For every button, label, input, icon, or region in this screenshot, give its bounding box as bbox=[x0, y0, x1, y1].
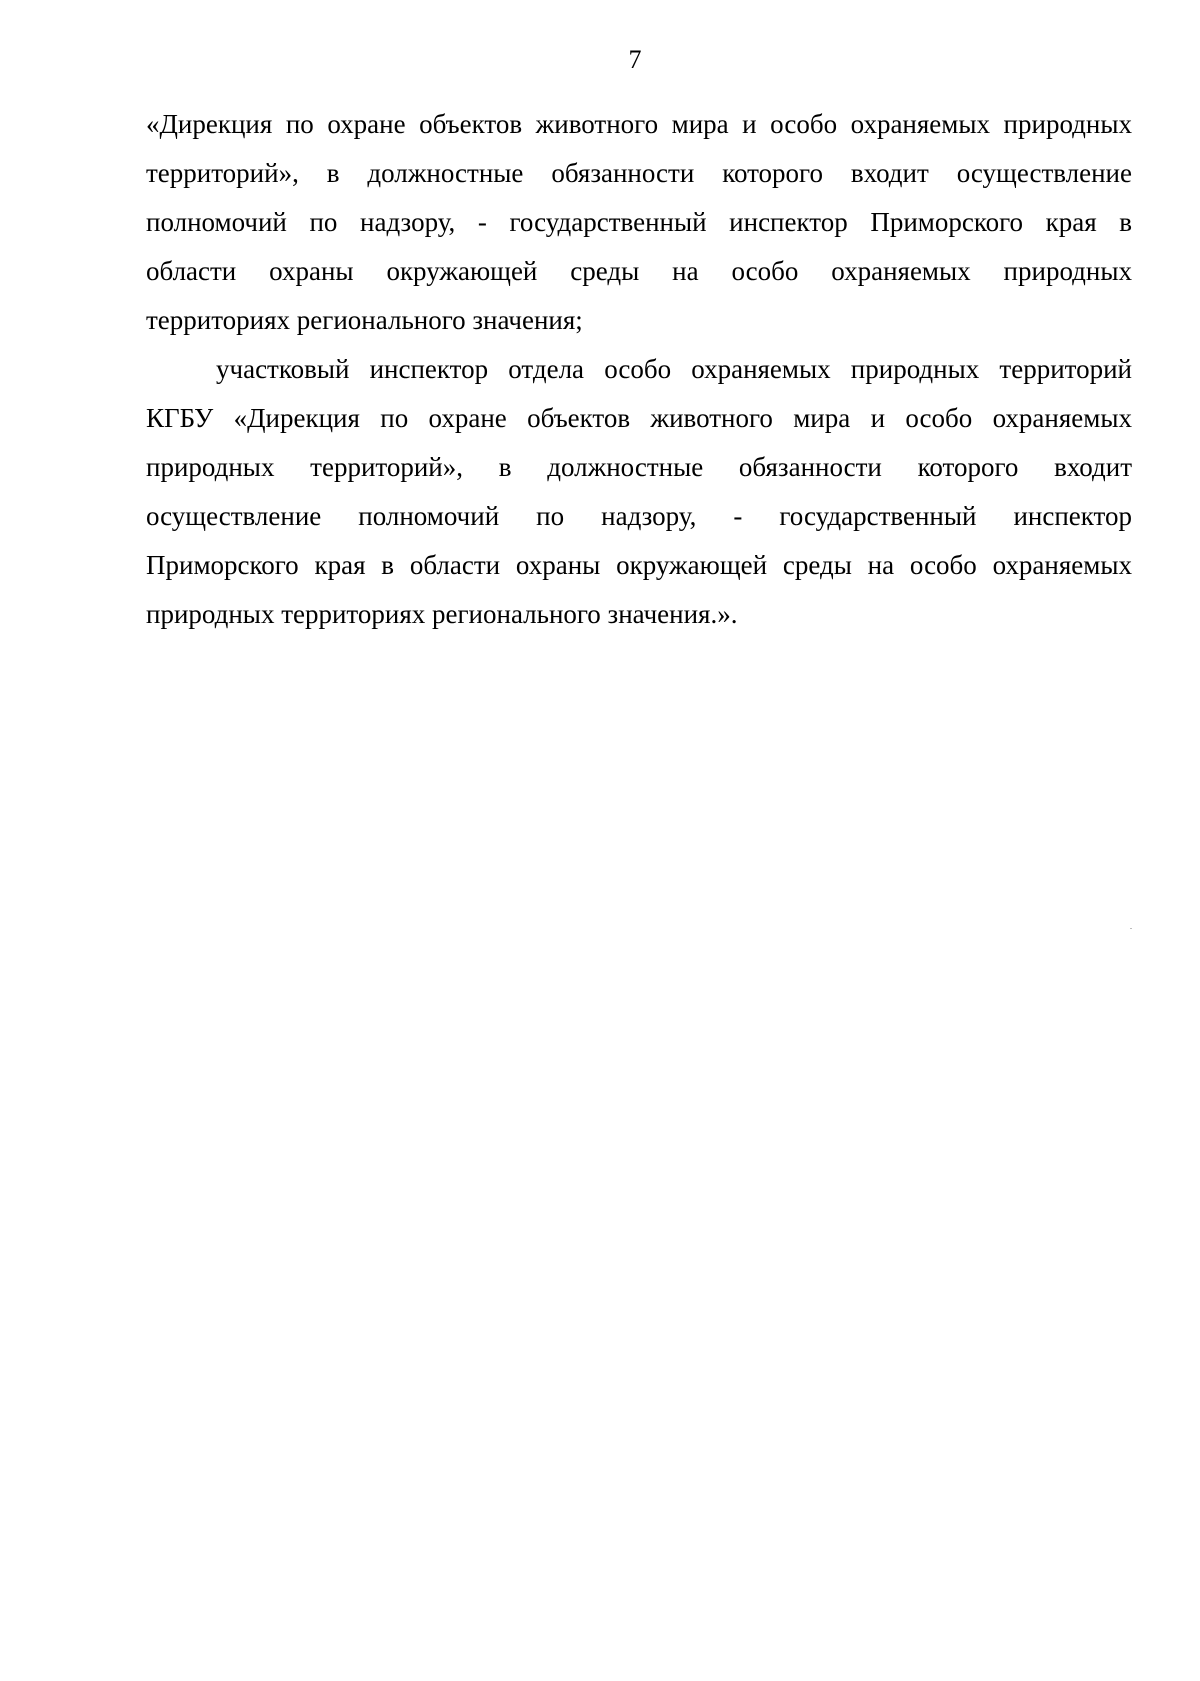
scan-speck bbox=[1130, 928, 1132, 929]
text-line: «Дирекция по охране объектов животного мира и особо охраняемых природных bbox=[146, 109, 1132, 139]
text-line: природных территориях регионального значения.». bbox=[146, 599, 738, 629]
text-line: области охраны окружающей среды на особо охраняемых природных bbox=[146, 256, 1132, 286]
text-line: КГБУ «Дирекция по охране объектов животного мира и особо охраняемых bbox=[146, 403, 1132, 433]
text-line: территориях регионального значения; bbox=[146, 305, 583, 335]
text-line: территорий», в должностные обязанности которого входит осуществление bbox=[146, 158, 1132, 188]
text-line: Приморского края в области охраны окружающей среды на особо охраняемых bbox=[146, 550, 1132, 580]
paragraph-directorate-inspector bbox=[146, 100, 1132, 345]
text-line: участковый инспектор отдела особо охраняемых природных территорий bbox=[216, 354, 1132, 384]
document-body bbox=[146, 100, 1132, 639]
text-line: осуществление полномочий по надзору, - государственный инспектор bbox=[146, 501, 1132, 531]
text-line: природных территорий», в должностные обязанности которого входит bbox=[146, 452, 1132, 482]
page-number: 7 bbox=[628, 45, 642, 74]
text-line: полномочий по надзору, - государственный инспектор Приморского края в bbox=[146, 207, 1132, 237]
paragraph-district-inspector bbox=[146, 345, 1132, 639]
